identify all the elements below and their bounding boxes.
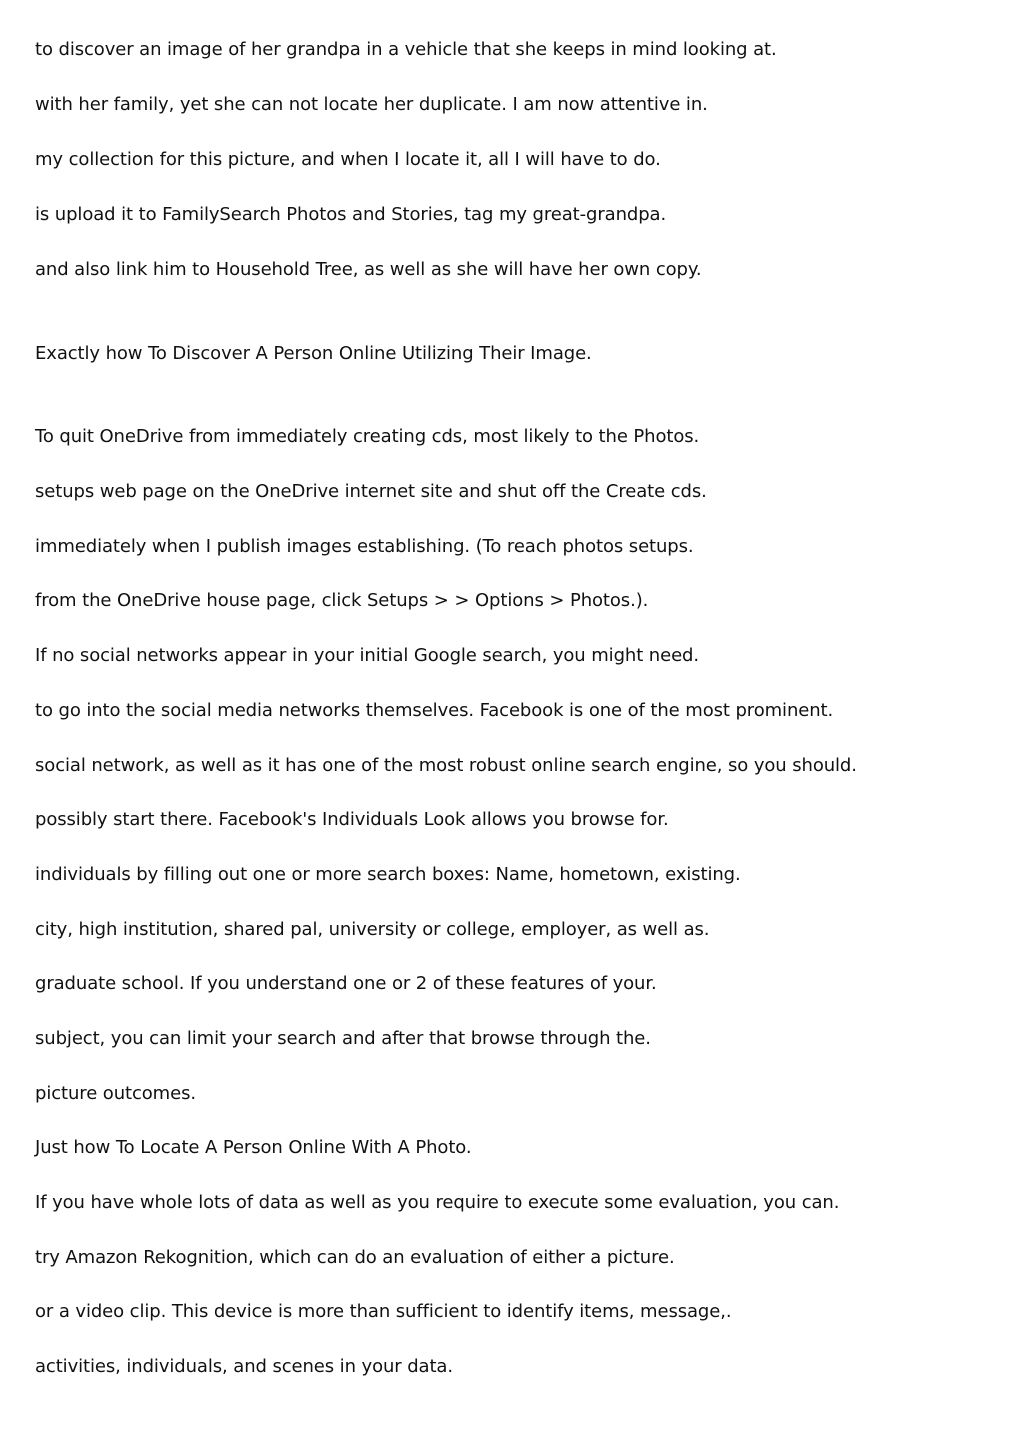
text-line: try Amazon Rekognition, which can do an evaluation of either a picture. [35,1247,675,1268]
text-line: possibly start there. Facebook's Individuals Look allows you browse for. [35,809,669,830]
text-line: is upload it to FamilySearch Photos and Stories, tag my great-grandpa. [35,204,667,225]
text-line: to go into the social media networks themselves. Facebook is one of the most prominent. [35,700,834,721]
text-line: my collection for this picture, and when I locate it, all I will have to do. [35,149,661,170]
text-line: or a video clip. This device is more than sufficient to identify items, message,. [35,1301,732,1322]
text-line: and also link him to Household Tree, as well as she will have her own copy. [35,259,702,280]
section-heading: Just how To Locate A Person Online With A Photo. [35,1137,472,1158]
text-line: to discover an image of her grandpa in a vehicle that she keeps in mind looking at. [35,39,777,60]
text-line: setups web page on the OneDrive internet site and shut off the Create cds. [35,481,707,502]
text-line: immediately when I publish images establishing. (To reach photos setups. [35,536,694,557]
text-line: with her family, yet she can not locate her duplicate. I am now attentive in. [35,94,708,115]
text-line: social network, as well as it has one of the most robust online search engine, so you should. [35,755,857,776]
text-line: activities, individuals, and scenes in your data. [35,1356,453,1377]
text-line: picture outcomes. [35,1083,196,1104]
text-line: city, high institution, shared pal, university or college, employer, as well as. [35,919,710,940]
text-line: To quit OneDrive from immediately creating cds, most likely to the Photos. [35,426,700,447]
text-line: graduate school. If you understand one or 2 of these features of your. [35,973,657,994]
text-line: from the OneDrive house page, click Setups > > Options > Photos.). [35,590,649,611]
text-line: individuals by filling out one or more search boxes: Name, hometown, existing. [35,864,741,885]
text-line: subject, you can limit your search and after that browse through the. [35,1028,651,1049]
text-line: If you have whole lots of data as well as you require to execute some evaluation, you can. [35,1192,840,1213]
section-heading: Exactly how To Discover A Person Online Utilizing Their Image. [35,343,592,364]
text-line: If no social networks appear in your initial Google search, you might need. [35,645,699,666]
